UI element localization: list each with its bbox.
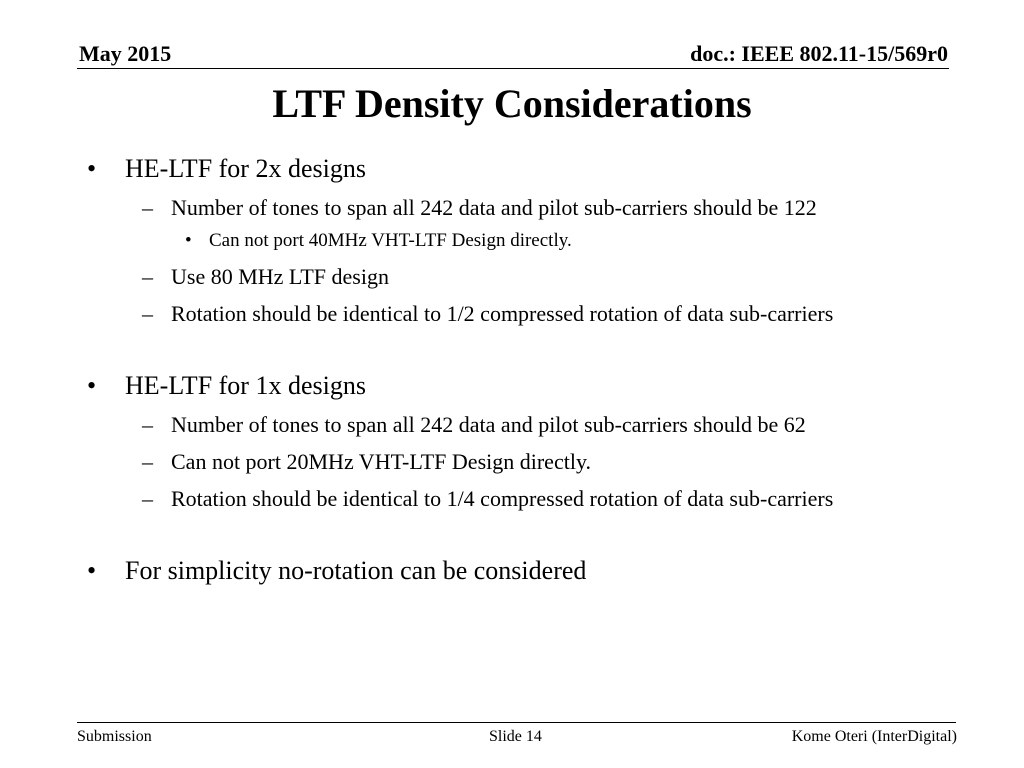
bullet-marker: • [87, 556, 97, 585]
dash-marker: – [142, 264, 153, 289]
sub-bullet-text: Number of tones to span all 242 data and pilot sub-carriers should be 122 [171, 195, 817, 220]
bullet-marker: • [185, 230, 192, 251]
header-doc-id: doc.: IEEE 802.11-15/569r0 [690, 41, 948, 66]
bullet-marker: • [87, 371, 97, 400]
dash-marker: – [142, 412, 153, 437]
header-date: May 2015 [79, 41, 172, 66]
slide-title: LTF Density Considerations [272, 81, 752, 126]
bullet-marker: • [87, 154, 97, 183]
sub-bullet-text: Number of tones to span all 242 data and pilot sub-carriers should be 62 [171, 412, 806, 437]
footer-author: Kome Oteri (InterDigital) [791, 728, 957, 745]
sub-sub-bullet-text: Can not port 40MHz VHT-LTF Design directly. [209, 230, 572, 251]
sub-bullet-text: Rotation should be identical to 1/4 compressed rotation of data sub-carriers [171, 486, 834, 511]
dash-marker: – [142, 195, 153, 220]
slide-number: Slide 14 [489, 728, 542, 745]
footer-submission: Submission [77, 728, 152, 745]
bullet-text: HE-LTF for 2x designs [125, 154, 366, 183]
bullet-text: HE-LTF for 1x designs [125, 371, 366, 400]
sub-bullet-text: Rotation should be identical to 1/2 compressed rotation of data sub-carriers [171, 301, 834, 326]
dash-marker: – [142, 301, 153, 326]
header-divider [77, 68, 949, 69]
sub-bullet-text: Use 80 MHz LTF design [171, 264, 389, 289]
bullet-text: For simplicity no-rotation can be considered [125, 556, 587, 585]
sub-bullet-text: Can not port 20MHz VHT-LTF Design directly. [171, 449, 592, 474]
footer-divider [77, 722, 956, 723]
dash-marker: – [142, 486, 153, 511]
dash-marker: – [142, 449, 153, 474]
